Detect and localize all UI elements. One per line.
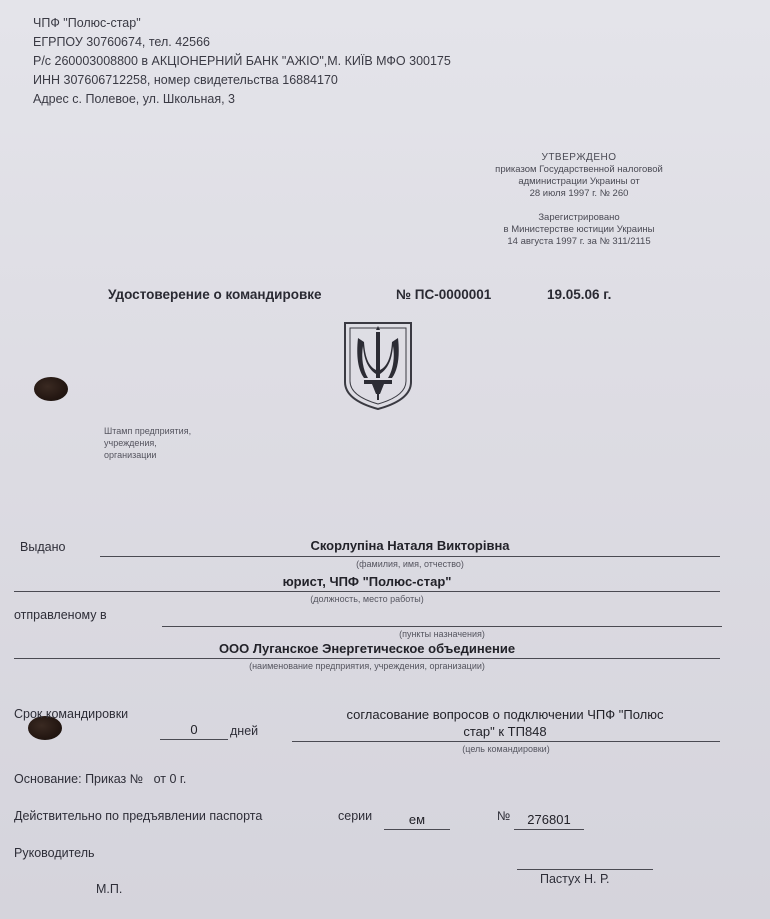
position-caption: (должность, место работы) (310, 594, 424, 604)
seal-placeholder: М.П. (96, 882, 123, 896)
stamp-line-3: организации (104, 450, 157, 460)
passport-number-line (514, 829, 584, 830)
term-line (160, 739, 228, 740)
approval-block (469, 152, 689, 248)
organization-caption: (наименование предприятия, учреждения, организации) (249, 661, 485, 671)
purpose-caption: (цель командировки) (462, 744, 550, 754)
organization-line (14, 658, 720, 659)
company-account: Р/с 260003008800 в АКЦІОНЕРНИЙ БАНК "АЖІО",М. КИЇВ МФО 300175 (33, 54, 451, 68)
purpose-line (292, 741, 720, 742)
approval-title: УТВЕРЖДЕНО (541, 152, 617, 163)
registration-line-3: 14 августа 1997 г. за № 311/2115 (507, 236, 651, 247)
purpose-line-1: согласование вопросов о подключении ЧПФ "Полюс (346, 707, 664, 722)
approval-line-3: 28 июля 1997 г. № 260 (529, 188, 629, 199)
document-date: 19.05.06 г. (547, 287, 612, 302)
document-number: № ПС-0000001 (396, 287, 492, 302)
trident-coat-of-arms-icon (342, 320, 414, 412)
position-value: юрист, ЧПФ "Полюс-стар" (282, 574, 452, 589)
issued-label: Выдано (20, 540, 66, 554)
head-signature-line (517, 869, 653, 870)
company-inn: ИНН 307606712258, номер свидетельства 16884170 (33, 73, 338, 87)
sent-label: отправленому в (14, 608, 107, 622)
head-name: Пастух Н. Р. (540, 872, 610, 886)
punch-hole-top (34, 377, 68, 401)
term-label: Срок командировки (14, 707, 129, 721)
company-edrpou: ЕГРПОУ 30760674, тел. 42566 (33, 35, 210, 49)
passport-number-value: 276801 (527, 812, 571, 827)
basis-text: Основание: Приказ № от 0 г. (14, 772, 187, 786)
term-value: 0 (190, 722, 198, 737)
registration-line-2: в Министерстве юстиции Украины (503, 224, 655, 235)
destination-caption: (пункты назначения) (399, 629, 485, 639)
organization-value: ООО Луганское Энергетическое объединение (218, 641, 516, 656)
purpose-line-2: стар" к ТП848 (463, 724, 547, 739)
series-line (384, 829, 450, 830)
company-name: ЧПФ "Полюс-стар" (33, 16, 141, 30)
approval-line-2: администрации Украины от (518, 176, 640, 187)
approval-line-1: приказом Государственной налоговой (495, 164, 663, 175)
stamp-line-1: Штамп предприятия, (104, 426, 192, 436)
registration-line-1: Зарегистрировано (538, 212, 620, 223)
company-address: Адрес с. Полевое, ул. Школьная, 3 (33, 92, 235, 106)
issued-caption: (фамилия, имя, отчество) (356, 559, 464, 569)
issued-value: Скорлупіна Наталя Викторівна (310, 538, 510, 553)
term-unit: дней (230, 724, 259, 738)
document-title: Удостоверение о командировке (108, 287, 322, 302)
position-line (14, 591, 720, 592)
passport-label: Действительно по предъявлении паспорта (14, 809, 263, 823)
passport-number-label: № (497, 809, 511, 823)
head-label: Руководитель (14, 846, 95, 860)
issued-line (100, 556, 720, 557)
series-value: ем (408, 812, 426, 827)
series-label: серии (338, 809, 373, 823)
destination-line (162, 626, 722, 627)
stamp-line-2: учреждения, (104, 438, 157, 448)
stamp-placeholder (104, 425, 191, 461)
